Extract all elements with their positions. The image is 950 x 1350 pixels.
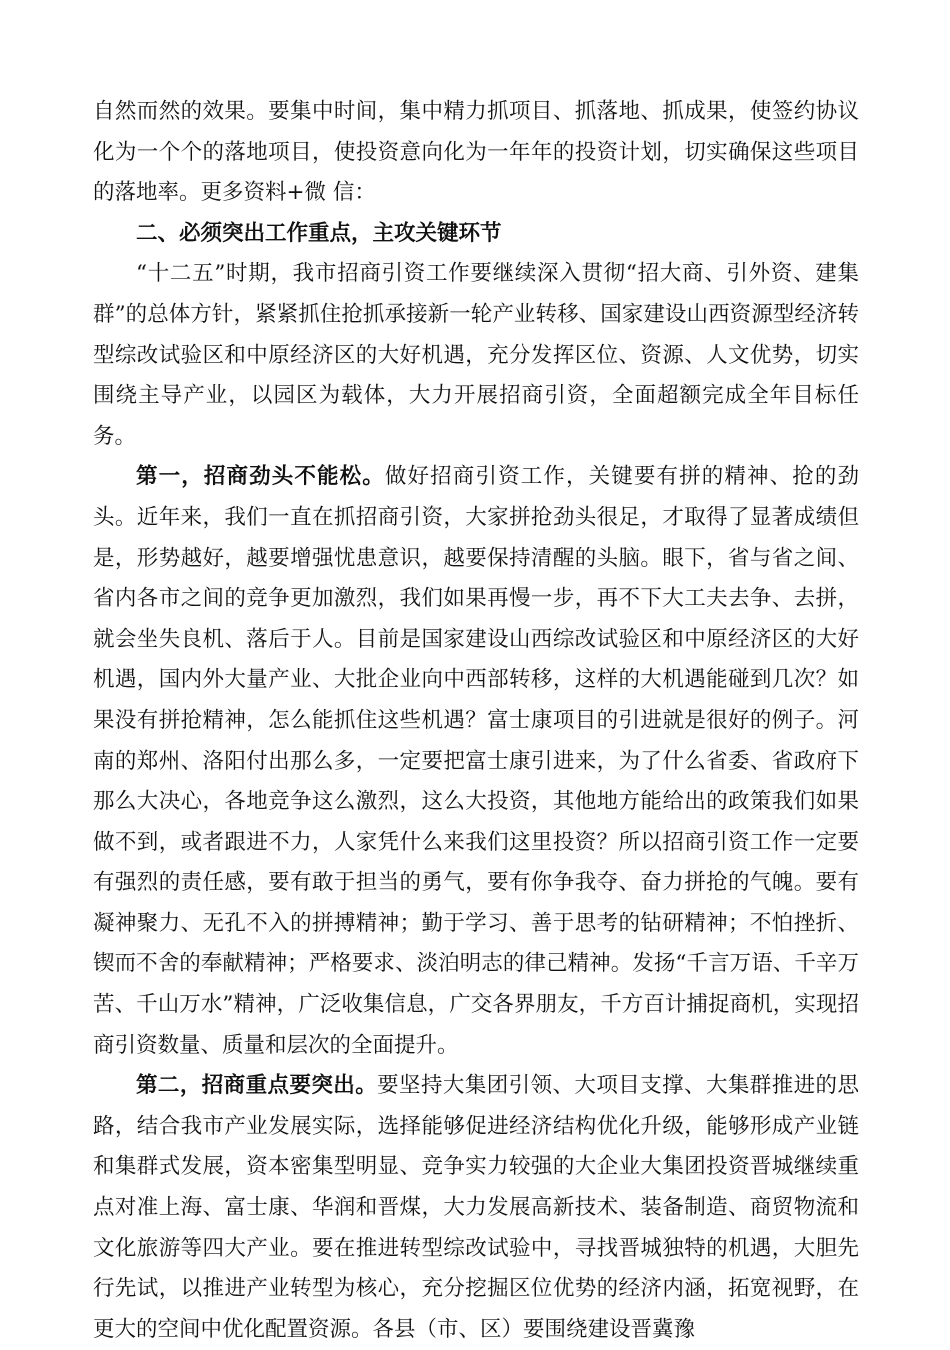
second-point-lead: 第二，招商重点要突出。 bbox=[136, 1073, 378, 1099]
second-point-body: 要坚持大集团引领、大项目支撑、大集群推进的思路，结合我市产业发展实际，选择能够促进经济结构优化升级，能够形成产业链和集群式发展，资本密集型明显、竞争实力较强的大企业大集团投资晋城继续重点对准上海、富士康、华润和晋煤，大力发展高新技术、装备制造、商贸物流和文化旅游等四大产业。要在推进转型综改试验中，寻找晋城独特的机遇，大胆先行先试，以推进产业转型为核心，充分挖掘区位优势的经济内涵，拓宽视野，在更大的空间中优化配置资源。各县（市、区）要围绕建设晋冀豫 bbox=[93, 1073, 859, 1342]
paragraph-continuation: 自然而然的效果。要集中时间，集中精力抓项目、抓落地、抓成果，使签约协议化为一个个的落地项目，使投资意向化为一年年的投资计划，切实确保这些项目的落地率。更多资料+微 信： bbox=[93, 99, 859, 206]
first-point-body: 做好招商引资工作，关键要有拼的精神、抢的劲头。近年来，我们一直在抓招商引资，大家拼抢劲头很足，才取得了显著成绩但是，形势越好，越要增强忧患意识，越要保持清醒的头脑。眼下，省与省之间、省内各市之间的竞争更加激烈，我们如果再慢一步，再不下大工夫去争、去拼，就会坐失良机、落后于人。目前是国家建设山西综改试验区和中原经济区的大好机遇，国内外大量产业、大批企业向中西部转移，这样的大机遇能碰到几次？如果没有拼抢精神，怎么能抓住这些机遇？富士康项目的引进就是很好的例子。河南的郑州、洛阳付出那么多，一定要把富士康引进来，为了什么省委、省政府下那么大决心，各地竞争这么激烈，这么大投资，其他地方能给出的政策我们如果做不到，或者跟进不力，人家凭什么来我们这里投资？所以招商引资工作一定要有强烈的责任感，要有敢于担当的勇气，要有你争我夺、奋力拼抢的气魄。要有凝神聚力、无孔不入的拼搏精神；勤于学习、善于思考的钻研精神；不怕挫折、锲而不舍的奉献精神；严格要求、淡泊明志的律己精神。发扬“千言万语、千辛万苦、千山万水”精神，广泛收集信息，广交各界朋友，千方百计捕捉商机，实现招商引资数量、质量和层次的全面提升。 bbox=[93, 464, 859, 1058]
first-point-lead: 第一，招商劲头不能松。 bbox=[136, 464, 385, 490]
document-body bbox=[93, 92, 859, 1350]
paragraph-intro: “十二五”时期，我市招商引资工作要继续深入贯彻“招大商、引外资、建集群”的总体方针，紧紧抓住抢抓承接新一轮产业转移、国家建设山西资源型经济转型综改试验区和中原经济区的大好机遇，充分发挥区位、资源、人文优势，切实围绕主导产业，以园区为载体，大力开展招商引资，全面超额完成全年目标任务。 bbox=[93, 261, 859, 449]
section-heading: 二、必须突出工作重点，主攻关键环节 bbox=[136, 220, 502, 246]
paragraph-first-point bbox=[93, 457, 859, 1066]
paragraph-second-point bbox=[93, 1066, 859, 1350]
